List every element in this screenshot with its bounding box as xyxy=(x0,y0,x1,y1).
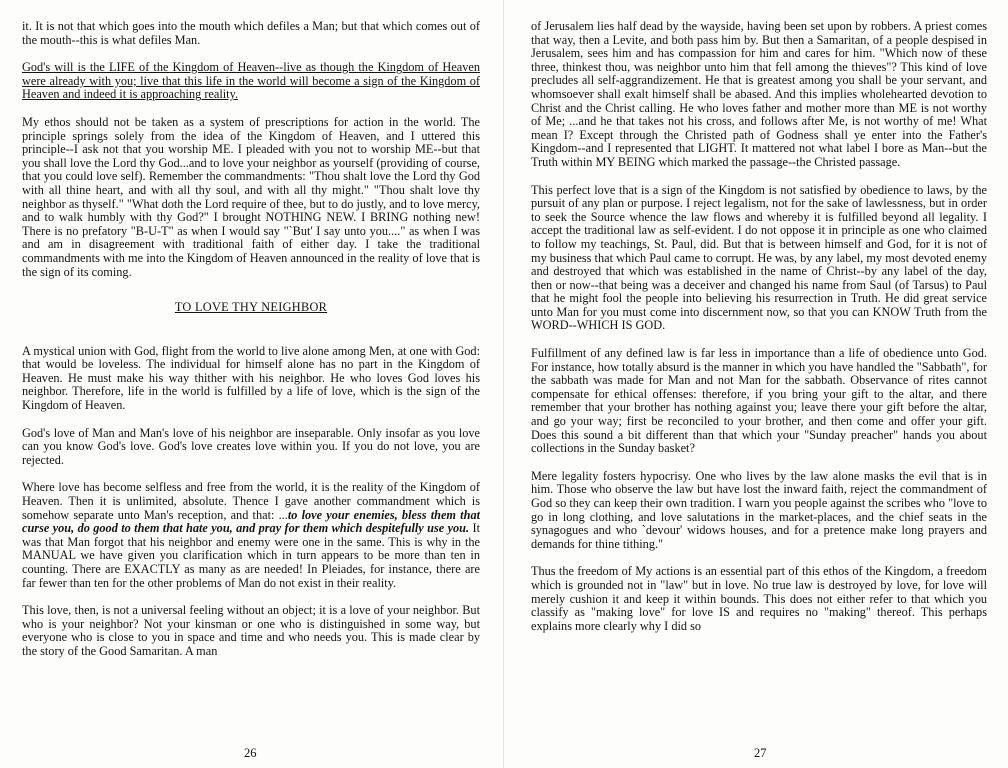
left-paragraph-2: God's will is the LIFE of the Kingdom of Heaven--live as though the Kingdom of Heaven were already with you; live that this life in the world will become a sign of the Kingdom of Heaven and indeed it is approaching reality. xyxy=(22,60,480,102)
left-paragraph-1: it. It is not that which goes into the mouth which defiles a Man; but that which comes out of the mouth--this is what defiles Man. xyxy=(22,20,480,47)
left-page xyxy=(22,20,480,762)
right-paragraph-4: Mere legality fosters hypocrisy. One who lives by the law alone masks the evil that is in him. Those who observe the law but have lost the inward faith, reject the commandment of God so they can keep their own tradition. I warn you people against the scribes who "love to go in long clothing, and love salutations in the market-places, and the chief seats in the synagogues and who `devour' widows houses, and for a pretence make long prayers and demands for thine tithing." xyxy=(531,468,987,551)
left-paragraph-6-quote: to love your enemies, bless them that curse you, do good to them that hate you, and pray for them which despitefully use you. xyxy=(22,507,480,536)
left-paragraph-3: My ethos should not be taken as a system of prescriptions for action in the world. The principle springs solely from the idea of the Kingdom of Heaven, and I uttered this principle--I ask not that you worship ME. I pleaded with you not to worship ME--but that you shall love the Lord thy God...and to love your neighbor as yourself (providing of course, that you could love self). Remember the commandments: "Thou shalt love the Lord thy God with all thine heart, and with all thy soul, and with all thy might." "Thou shalt love thy neighbor as thyself." "What doth the Lord require of thee, but to do justly, and to love mercy, and to walk humbly with thy God?" I brought NOTHING NEW. I BRING nothing new! There is no prefatory "B-U-T" as when I would say "`But' I say unto you...." as when I was and am in disagreement with traditional faith of either day. I take the traditional commandments with me into the Kingdom of Heaven announced in the reality of love that is the sign of its coming. xyxy=(22,114,480,279)
right-page xyxy=(531,20,987,762)
left-paragraph-5: God's love of Man and Man's love of his neighbor are inseparable. Only insofar as you love can you know God's love. God's love creates love within you. If you do not love, you are rejected. xyxy=(22,425,480,467)
section-heading: TO LOVE THY NEIGHBOR xyxy=(174,300,328,315)
left-paragraph-6 xyxy=(22,481,480,590)
right-paragraph-2: This perfect love that is a sign of the Kingdom is not satisfied by obedience to laws, by the pursuit of any plan or purpose. I reject legalism, not for the sake of lawlessness, but in order to seek the Source whence the law flows and whereby it is fulfilled beyond all legality. I accept the traditional law as self-evident. I do not oppose it in principle as one who claimed to follow my teachings, St. Paul, did. But that is between himself and God, for it is not of my business that which Paul came to corrupt. He was, by any label, my most devoted enemy and destroyed that which was established in the name of Christ--by any label of the day, then or now--that being was a deceiver and changed his name from Saul (of Tarsus) to Paul that he might fool the people into believing his resurrection in Truth. He did great service unto Man for you must come into discernment now, so that you can KNOW Truth from the WORD--WHICH IS GOD. xyxy=(531,182,987,333)
right-paragraph-5: Thus the freedom of My actions is an essential part of this ethos of the Kingdom, a freedom which is grounded not in "law" but in love. No true law is destroyed by love, for love will merely cushion it and keep it within bounds. This does not either refer to that which you classify as "making love" for love IS and requires no "making" thereof. This perhaps explains more clearly why I did so xyxy=(531,564,987,633)
book-gutter xyxy=(503,0,504,768)
page-number-right: 27 xyxy=(754,746,767,760)
page-number-left: 26 xyxy=(244,746,257,760)
right-paragraph-3: Fulfillment of any defined law is far less in importance than a life of obedience unto God. For instance, how totally absurd is the manner in which you have handled the "Sabbath", for the sabbath was made for Man and not Man for the sabbath. Observance of rites cannot compensate for ethical offenses: therefore, if you bring your gift to the altar, and there remember that your brother has nothing against you; leave there your gift before the altar, and go your way; first be reconciled to your brother, and then come and offer your gift. Does this sound a bit different than that which your "Sunday preacher" hands you about collections in the Sunday basket? xyxy=(531,346,987,456)
left-paragraph-6-rest: It was that Man forgot that his neighbor and enemy were one in the same. This is why in the MANUAL we have given you clarification which in turn appears to be more than ten in counting. There are EXACTLY as many as are needed! In Pleiades, for instance, there are far fewer than ten for the other problems of Man do not exist in their reality. xyxy=(22,521,480,590)
left-paragraph-4: A mystical union with God, flight from the world to live alone among Men, at one with God: that would be loveless. The individual for himself alone has no part in the Kingdom of Heaven. He must make his way thither with his neighbor. He who loves God loves his neighbor. Therefore, life in the world is fulfilled by a life of love, which is the sign of the Kingdom of Heaven. xyxy=(22,343,480,413)
left-paragraph-6-intro: Where love has become selfless and free from the world, it is the reality of the Kingdom of Heaven. Then it is unlimited, absolute. Thence I gave another commandment which is somehow separate unto Man's reception, and that: ... xyxy=(22,480,480,522)
right-paragraph-1: of Jerusalem lies half dead by the wayside, having been set upon by robbers. A priest comes that way, then a Levite, and both pass him by. But then a Samaritan, of a people despised in Jerusalem, sees him and has compassion for him and cares for him. "Which now of these three, thinkest thou, was neighbor unto him that fell among the thieves"? This kind of love precludes all self-aggrandizement. He that is greatest among you shall be your servant, and whomsoever shall exalt himself shall be abased. And this implies wholehearted devotion to Christ and the Christ calling. He who loves father and mother more than ME is not worthy of Me; ...and he that takes not his cross, and follows after Me, is not worthy of me! What mean I? Except through the Christed path of Godness shall ye enter into the Father's Kingdom--and I represented that LIGHT. It mattered not what label I bore as Man--but the Truth within MY BEING which marked the passage--the Christed passage. xyxy=(531,20,987,169)
left-paragraph-7: This love, then, is not a universal feeling without an object; it is a love of your neighbor. But who is your neighbor? Not your kinsman or one who is distinguished in some way, but everyone who is close to you in space and time and who needs you. This is made clear by the story of the Good Samaritan. A man xyxy=(22,603,480,658)
